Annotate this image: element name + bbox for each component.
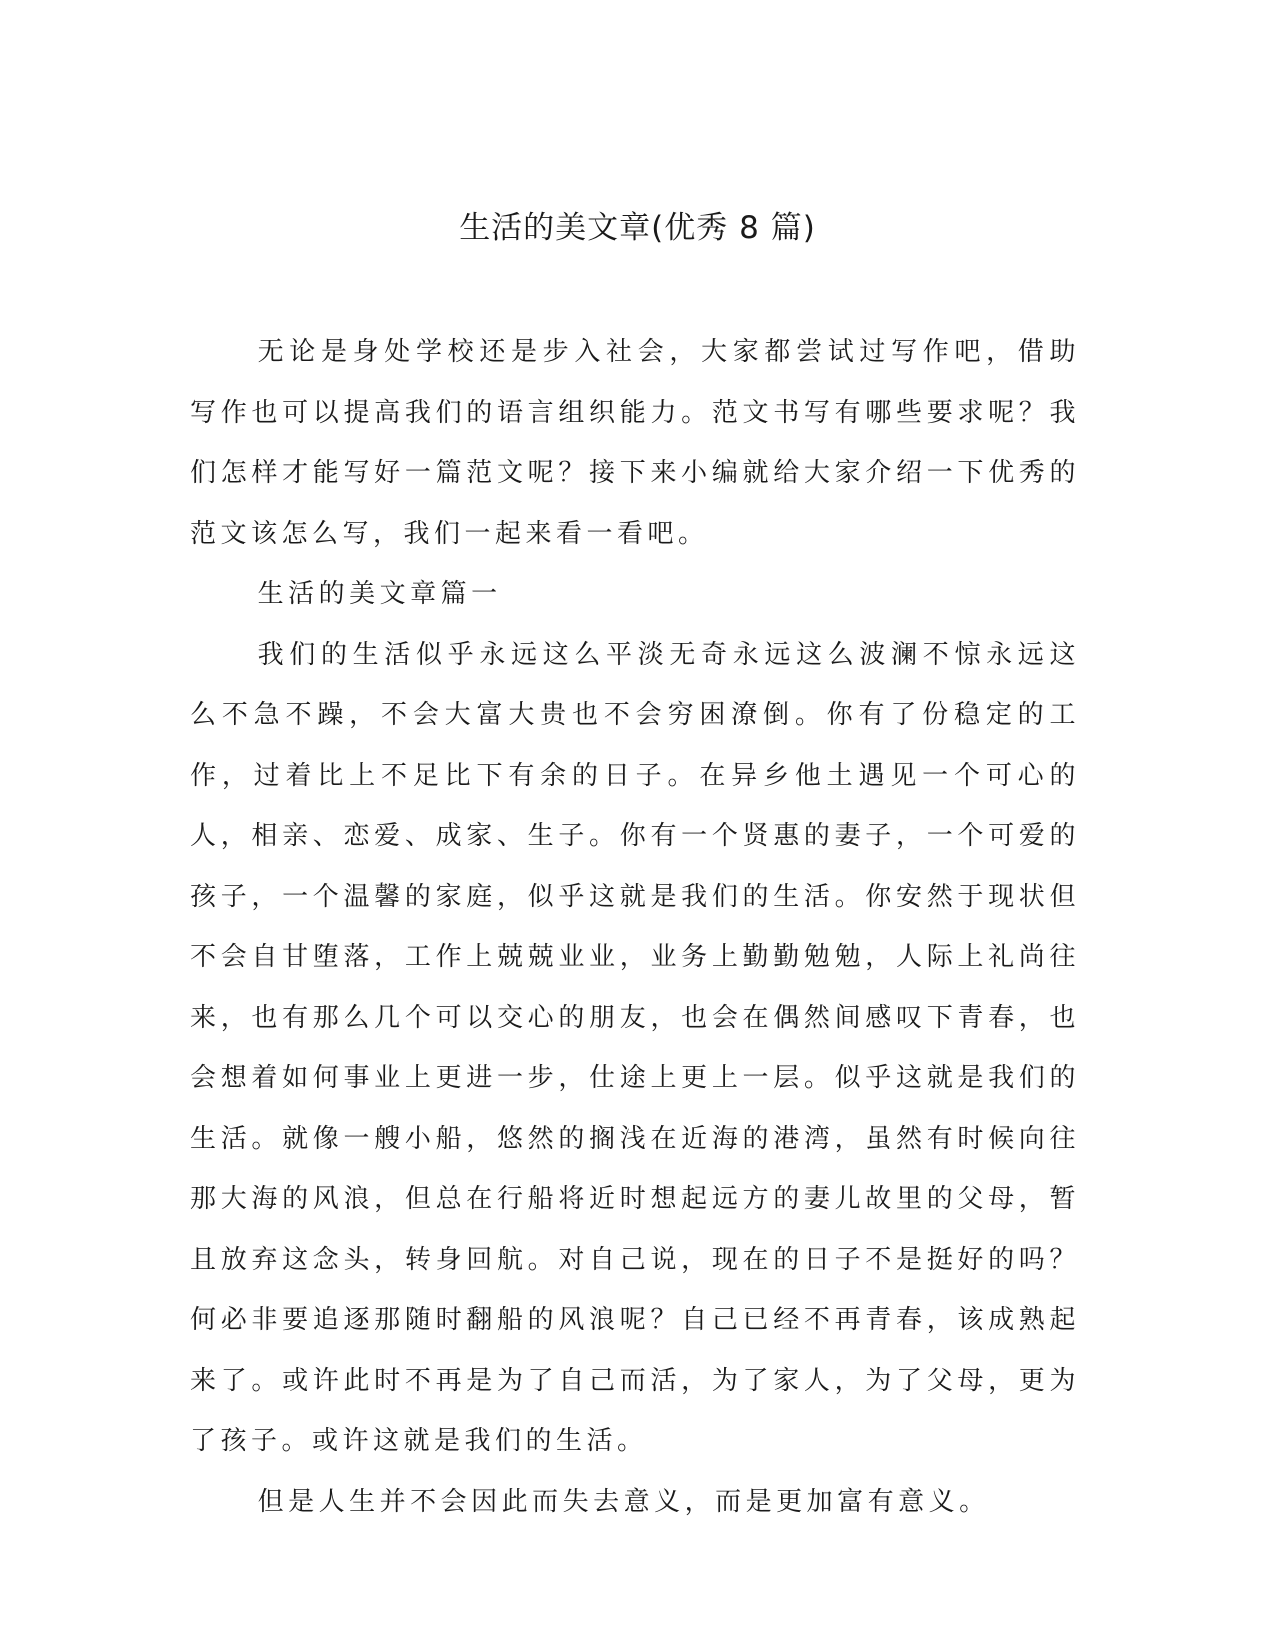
body-paragraph: 但是人生并不会因此而失去意义，而是更加富有意义。 (257, 1486, 990, 1517)
document-title: 生活的美文章(优秀 8 篇) (459, 210, 816, 246)
document-body (190, 322, 1080, 1532)
intro-paragraph: 无论是身处学校还是步入社会，大家都尝试过写作吧，借助写作也可以提高我们的语言组织能力。范文书写有哪些要求呢？我们怎样才能写好一篇范文呢？接下来小编就给大家介绍一下优秀的范文该怎么写，我们一起来看一看吧。 (190, 337, 1080, 549)
section-heading: 生活的美文章篇一 (257, 579, 502, 609)
body-paragraph: 我们的生活似乎永远这么平淡无奇永远这么波澜不惊永远这么不急不躁，不会大富大贵也不会穷困潦倒。你有了份稳定的工作，过着比上不足比下有余的日子。在异乡他土遇见一个可心的人，相亲、恋爱、成家、生子。你有一个贤惠的妻子，一个可爱的孩子，一个温馨的家庭，似乎这就是我们的生活。你安然于现状但不会自甘堕落，工作上兢兢业业，业务上勤勤勉勉，人际上礼尚往来，也有那么几个可以交心的朋友，也会在偶然间感叹下青春，也会想着如何事业上更进一步，仕途上更上一层。似乎这就是我们的生活。就像一艘小船，悠然的搁浅在近海的港湾，虽然有时候向往那大海的风浪，但总在行船将近时想起远方的妻儿故里的父母，暂且放弃这念头，转身回航。对自己说，现在的日子不是挺好的吗？何必非要追逐那随时翻船的风浪呢？自己已经不再青春，该成熟起来了。或许此时不再是为了自己而活，为了家人，为了父母，更为了孩子。或许这就是我们的生活。 (190, 639, 1080, 1456)
